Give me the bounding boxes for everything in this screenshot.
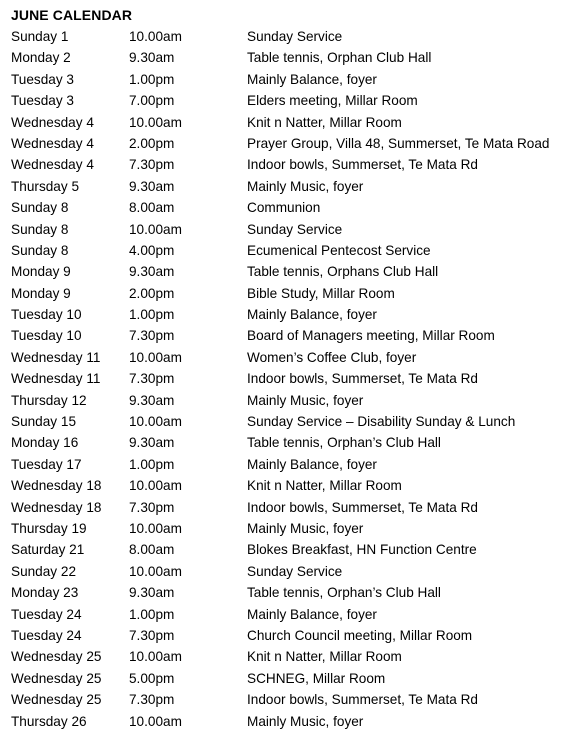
event-description: Sunday Service – Disability Sunday & Lunch bbox=[247, 414, 516, 430]
calendar-row bbox=[11, 176, 588, 197]
calendar-row bbox=[11, 240, 588, 261]
event-description: Mainly Balance, foyer bbox=[247, 71, 377, 87]
event-day: Thursday 12 bbox=[11, 392, 87, 408]
event-time: 7.00pm bbox=[129, 93, 175, 109]
event-time: 10.00am bbox=[129, 520, 182, 536]
calendar-row bbox=[11, 261, 588, 282]
event-description: Sunday Service bbox=[247, 563, 343, 579]
calendar-row bbox=[11, 69, 588, 90]
event-description: Sunday Service bbox=[247, 221, 343, 237]
event-day: Wednesday 25 bbox=[11, 670, 102, 686]
event-description: Prayer Group, Villa 48, Summerset, Te Mata Road bbox=[247, 135, 550, 151]
event-day: Thursday 19 bbox=[11, 520, 87, 536]
calendar-row bbox=[11, 497, 588, 518]
event-time: 10.00am bbox=[129, 349, 182, 365]
event-time: 2.00pm bbox=[129, 135, 175, 151]
event-description: Elders meeting, Millar Room bbox=[247, 93, 418, 109]
event-description: Bible Study, Millar Room bbox=[247, 285, 395, 301]
event-description: Ecumenical Pentecost Service bbox=[247, 242, 431, 258]
event-description: Indoor bowls, Summerset, Te Mata Rd bbox=[247, 499, 478, 515]
event-day: Sunday 1 bbox=[11, 29, 69, 44]
event-day: Tuesday 10 bbox=[11, 328, 82, 344]
event-day: Wednesday 11 bbox=[11, 349, 101, 365]
event-time: 2.00pm bbox=[129, 285, 175, 301]
event-description: Board of Managers meeting, Millar Room bbox=[247, 328, 495, 344]
event-description: Table tennis, Orphan Club Hall bbox=[247, 50, 432, 66]
event-time: 9.30am bbox=[129, 585, 175, 601]
event-description: Mainly Music, foyer bbox=[247, 520, 364, 536]
event-time: 9.30am bbox=[129, 178, 175, 194]
calendar-row bbox=[11, 711, 588, 732]
event-time: 10.00am bbox=[129, 649, 182, 665]
event-time: 10.00am bbox=[129, 221, 182, 237]
event-description: Sunday Service bbox=[247, 29, 343, 44]
event-time: 9.30am bbox=[129, 435, 175, 451]
event-day: Tuesday 24 bbox=[11, 606, 82, 622]
event-description: Mainly Balance, foyer bbox=[247, 456, 377, 472]
calendar-rows bbox=[11, 26, 588, 732]
event-description: Table tennis, Orphan’s Club Hall bbox=[247, 585, 441, 601]
event-day: Tuesday 3 bbox=[11, 71, 74, 87]
event-time: 7.30pm bbox=[129, 627, 175, 643]
calendar-row bbox=[11, 454, 588, 475]
event-time: 1.00pm bbox=[129, 606, 175, 622]
event-description: Women’s Coffee Club, foyer bbox=[247, 349, 417, 365]
event-time: 1.00pm bbox=[129, 456, 175, 472]
event-description: Indoor bowls, Summerset, Te Mata Rd bbox=[247, 371, 478, 387]
event-time: 9.30am bbox=[129, 392, 175, 408]
calendar-row bbox=[11, 304, 588, 325]
calendar-row bbox=[11, 475, 588, 496]
calendar-row bbox=[11, 154, 588, 175]
calendar-row bbox=[11, 432, 588, 453]
calendar-row bbox=[11, 133, 588, 154]
calendar-row bbox=[11, 646, 588, 667]
event-time: 4.00pm bbox=[129, 242, 175, 258]
event-day: Tuesday 24 bbox=[11, 627, 82, 643]
event-time: 5.00pm bbox=[129, 670, 175, 686]
event-time: 7.30pm bbox=[129, 371, 175, 387]
event-time: 10.00am bbox=[129, 478, 182, 494]
event-time: 10.00am bbox=[129, 414, 182, 430]
calendar-row bbox=[11, 390, 588, 411]
calendar-row bbox=[11, 604, 588, 625]
event-time: 10.00am bbox=[129, 114, 182, 130]
event-description: Knit n Natter, Millar Room bbox=[247, 114, 402, 130]
event-time: 1.00pm bbox=[129, 71, 175, 87]
event-description: Church Council meeting, Millar Room bbox=[247, 627, 473, 643]
event-day: Tuesday 10 bbox=[11, 307, 82, 323]
event-day: Monday 9 bbox=[11, 264, 71, 280]
event-time: 7.30pm bbox=[129, 328, 175, 344]
calendar-row bbox=[11, 283, 588, 304]
event-day: Monday 16 bbox=[11, 435, 79, 451]
calendar-row bbox=[11, 582, 588, 603]
event-description: Mainly Balance, foyer bbox=[247, 606, 377, 622]
calendar-row bbox=[11, 625, 588, 646]
event-day: Tuesday 3 bbox=[11, 93, 74, 109]
event-day: Saturday 21 bbox=[11, 542, 85, 558]
event-description: Knit n Natter, Millar Room bbox=[247, 478, 402, 494]
event-day: Wednesday 18 bbox=[11, 499, 102, 515]
calendar-row bbox=[11, 347, 588, 368]
event-time: 10.00am bbox=[129, 713, 182, 729]
calendar-row bbox=[11, 26, 588, 47]
event-day: Wednesday 25 bbox=[11, 649, 102, 665]
event-description: Communion bbox=[247, 200, 321, 216]
event-day: Sunday 8 bbox=[11, 221, 69, 237]
event-day: Wednesday 11 bbox=[11, 371, 101, 387]
event-day: Wednesday 4 bbox=[11, 135, 94, 151]
event-day: Sunday 22 bbox=[11, 563, 77, 579]
calendar-row bbox=[11, 539, 588, 560]
calendar-row bbox=[11, 219, 588, 240]
event-description: Knit n Natter, Millar Room bbox=[247, 649, 402, 665]
event-day: Monday 23 bbox=[11, 585, 79, 601]
event-time: 7.30pm bbox=[129, 499, 175, 515]
event-day: Monday 2 bbox=[11, 50, 71, 66]
event-day: Thursday 26 bbox=[11, 713, 87, 729]
event-day: Monday 9 bbox=[11, 285, 71, 301]
event-description: Mainly Music, foyer bbox=[247, 178, 364, 194]
event-description: Table tennis, Orphan’s Club Hall bbox=[247, 435, 441, 451]
event-day: Sunday 8 bbox=[11, 200, 69, 216]
calendar-row bbox=[11, 325, 588, 346]
calendar-row bbox=[11, 689, 588, 710]
event-time: 7.30pm bbox=[129, 157, 175, 173]
event-description: Blokes Breakfast, HN Function Centre bbox=[247, 542, 477, 558]
calendar-title: JUNE CALENDAR bbox=[11, 7, 133, 23]
calendar-row bbox=[11, 112, 588, 133]
event-day: Wednesday 25 bbox=[11, 692, 102, 708]
event-day: Wednesday 18 bbox=[11, 478, 102, 494]
event-day: Sunday 8 bbox=[11, 242, 69, 258]
event-time: 8.00am bbox=[129, 200, 175, 216]
event-time: 7.30pm bbox=[129, 692, 175, 708]
event-day: Wednesday 4 bbox=[11, 114, 94, 130]
event-time: 8.00am bbox=[129, 542, 175, 558]
event-description: Table tennis, Orphans Club Hall bbox=[247, 264, 439, 280]
event-description: Mainly Music, foyer bbox=[247, 713, 364, 729]
event-time: 1.00pm bbox=[129, 307, 175, 323]
event-day: Wednesday 4 bbox=[11, 157, 94, 173]
event-description: Mainly Balance, foyer bbox=[247, 307, 377, 323]
event-day: Sunday 15 bbox=[11, 414, 77, 430]
event-description: SCHNEG, Millar Room bbox=[247, 670, 386, 686]
event-time: 9.30am bbox=[129, 264, 175, 280]
calendar-row bbox=[11, 518, 588, 539]
calendar-row bbox=[11, 411, 588, 432]
event-description: Mainly Music, foyer bbox=[247, 392, 364, 408]
calendar-row bbox=[11, 561, 588, 582]
calendar-row bbox=[11, 47, 588, 68]
calendar-row bbox=[11, 197, 588, 218]
event-day: Tuesday 17 bbox=[11, 456, 82, 472]
calendar-row bbox=[11, 90, 588, 111]
calendar-row bbox=[11, 368, 588, 389]
event-time: 10.00am bbox=[129, 29, 182, 44]
event-time: 10.00am bbox=[129, 563, 182, 579]
event-day: Thursday 5 bbox=[11, 178, 80, 194]
event-description: Indoor bowls, Summerset, Te Mata Rd bbox=[247, 157, 478, 173]
event-time: 9.30am bbox=[129, 50, 175, 66]
event-description: Indoor bowls, Summerset, Te Mata Rd bbox=[247, 692, 478, 708]
calendar-row bbox=[11, 668, 588, 689]
